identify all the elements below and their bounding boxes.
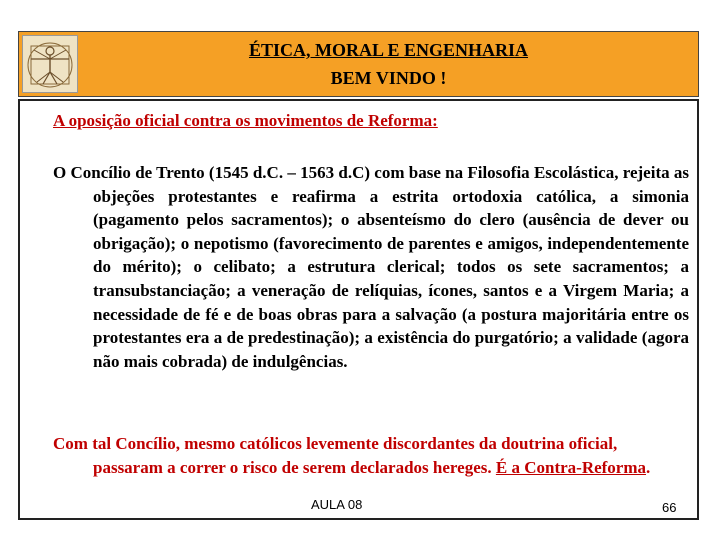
counter-reformation-link[interactable]: É a Contra-Reforma <box>495 457 647 477</box>
body-paragraph-trento: O Concílio de Trento (1545 d.C. – 1563 d.C) com base na Filosofia Escolástica, rejeita as objeções protestantes e reafirma a estrita ortodoxia católica, a simonia (pagamento pelos sacramentos); o absenteísmo do clero (ausência de dever ou obrigação); o nepotismo (favorecimento de parentes e amigos, independentemente do mérito); o celibato; a estrutura clerical; todos os sete sacramentos; a transubstanciação; a veneração de relíquias, ícones, santos e a Virgem Maria; a necessidade de fé e de boas obras para a salvação (a postura majoritária entre os protestantes era a de predestinação); a existência do purgatório; a validade (agora não mais cobrada) de indulgências. <box>53 163 689 371</box>
lesson-label: AULA 08 <box>311 497 363 512</box>
section-heading: A oposição oficial contra os movimentos de Reforma: <box>53 111 438 130</box>
header-banner <box>18 31 699 97</box>
conclusion-text: Com tal Concílio, mesmo católicos levemente discordantes da doutrina oficial, passaram a correr o risco de serem declarados hereges. <box>53 434 618 477</box>
slide-title: ÉTICA, MORAL E ENGENHARIA <box>248 40 529 60</box>
slide-subtitle: BEM VINDO ! <box>330 68 447 88</box>
vitruvian-man-icon <box>22 35 78 93</box>
page-number: 66 <box>662 500 677 515</box>
conclusion-period: . <box>646 457 651 477</box>
content-panel <box>18 99 699 520</box>
body-paragraph-conclusion <box>53 432 677 479</box>
